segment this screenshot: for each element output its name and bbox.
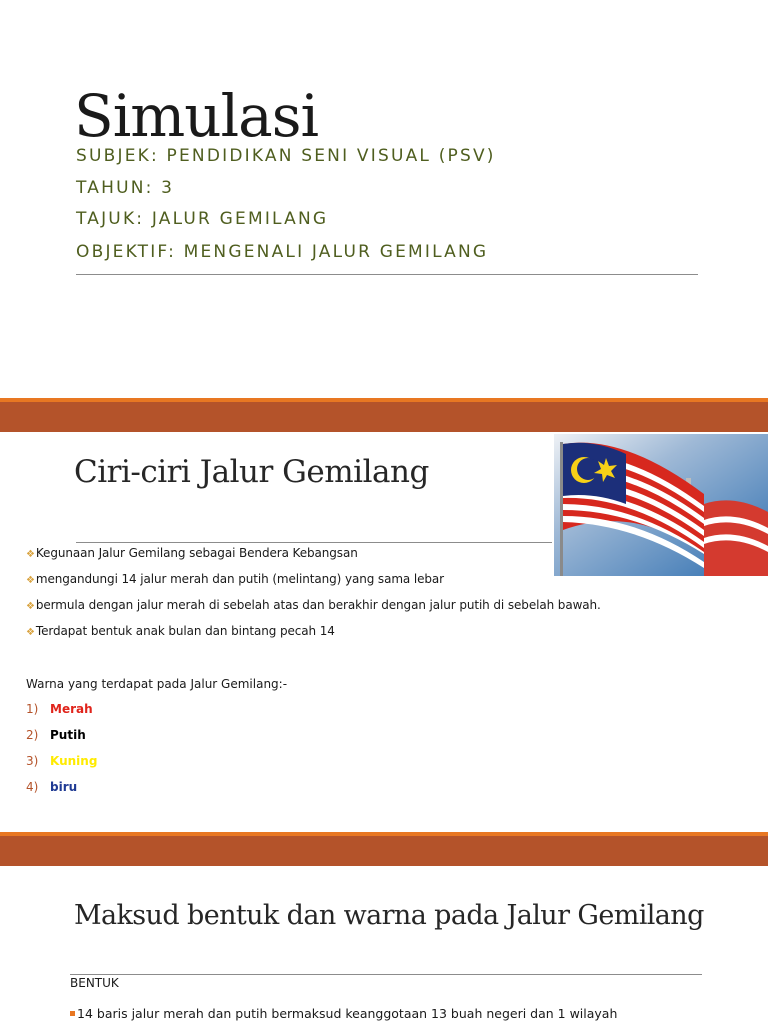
objective-line: OBJEKTIF: MENGENALI JALUR GEMILANG (76, 242, 489, 262)
title-divider (76, 274, 698, 275)
meaning-heading: Maksud bentuk dan warna pada Jalur Gemilang (74, 900, 704, 931)
diamond-bullet-icon: ❖ (26, 549, 35, 560)
jalur-gemilang-photo (554, 434, 768, 576)
shape-label: BENTUK (70, 976, 119, 990)
feature-bullet: ❖Kegunaan Jalur Gemilang sebagai Bendera Kebangsan (26, 546, 358, 560)
meaning-divider (70, 974, 702, 975)
slide-title-heading: Simulasi (74, 82, 319, 150)
topic-line: TAJUK: JALUR GEMILANG (76, 209, 329, 229)
year-line: TAHUN: 3 (76, 178, 175, 198)
slide-features (0, 432, 768, 832)
diamond-bullet-icon: ❖ (26, 575, 35, 586)
color-item: 1) Merah (26, 702, 93, 716)
slide-meaning (0, 866, 768, 1024)
slide-separator-band (0, 402, 768, 432)
diamond-bullet-icon: ❖ (26, 601, 35, 612)
slide-title (0, 0, 768, 398)
feature-bullet: ❖Terdapat bentuk anak bulan dan bintang pecah 14 (26, 624, 335, 638)
slide-separator-band (0, 836, 768, 866)
color-item: 2) Putih (26, 728, 86, 742)
feature-bullet: ❖bermula dengan jalur merah di sebelah atas dan berakhir dengan jalur putih di sebelah bawah. (26, 598, 601, 612)
colors-intro: Warna yang terdapat pada Jalur Gemilang:- (26, 677, 288, 691)
feature-bullet: ❖mengandungi 14 jalur merah dan putih (melintang) yang sama lebar (26, 572, 445, 586)
features-heading: Ciri-ciri Jalur Gemilang (74, 454, 429, 490)
diamond-bullet-icon: ❖ (26, 627, 35, 638)
color-item: 4) biru (26, 780, 78, 794)
color-item: 3) Kuning (26, 754, 98, 768)
square-bullet-icon (70, 1011, 75, 1016)
features-divider (76, 542, 552, 543)
subject-line: SUBJEK: PENDIDIKAN SENI VISUAL (PSV) (76, 146, 496, 166)
meaning-bullet: 14 baris jalur merah dan putih bermaksud keanggotaan 13 buah negeri dan 1 wilayah (70, 1006, 617, 1021)
